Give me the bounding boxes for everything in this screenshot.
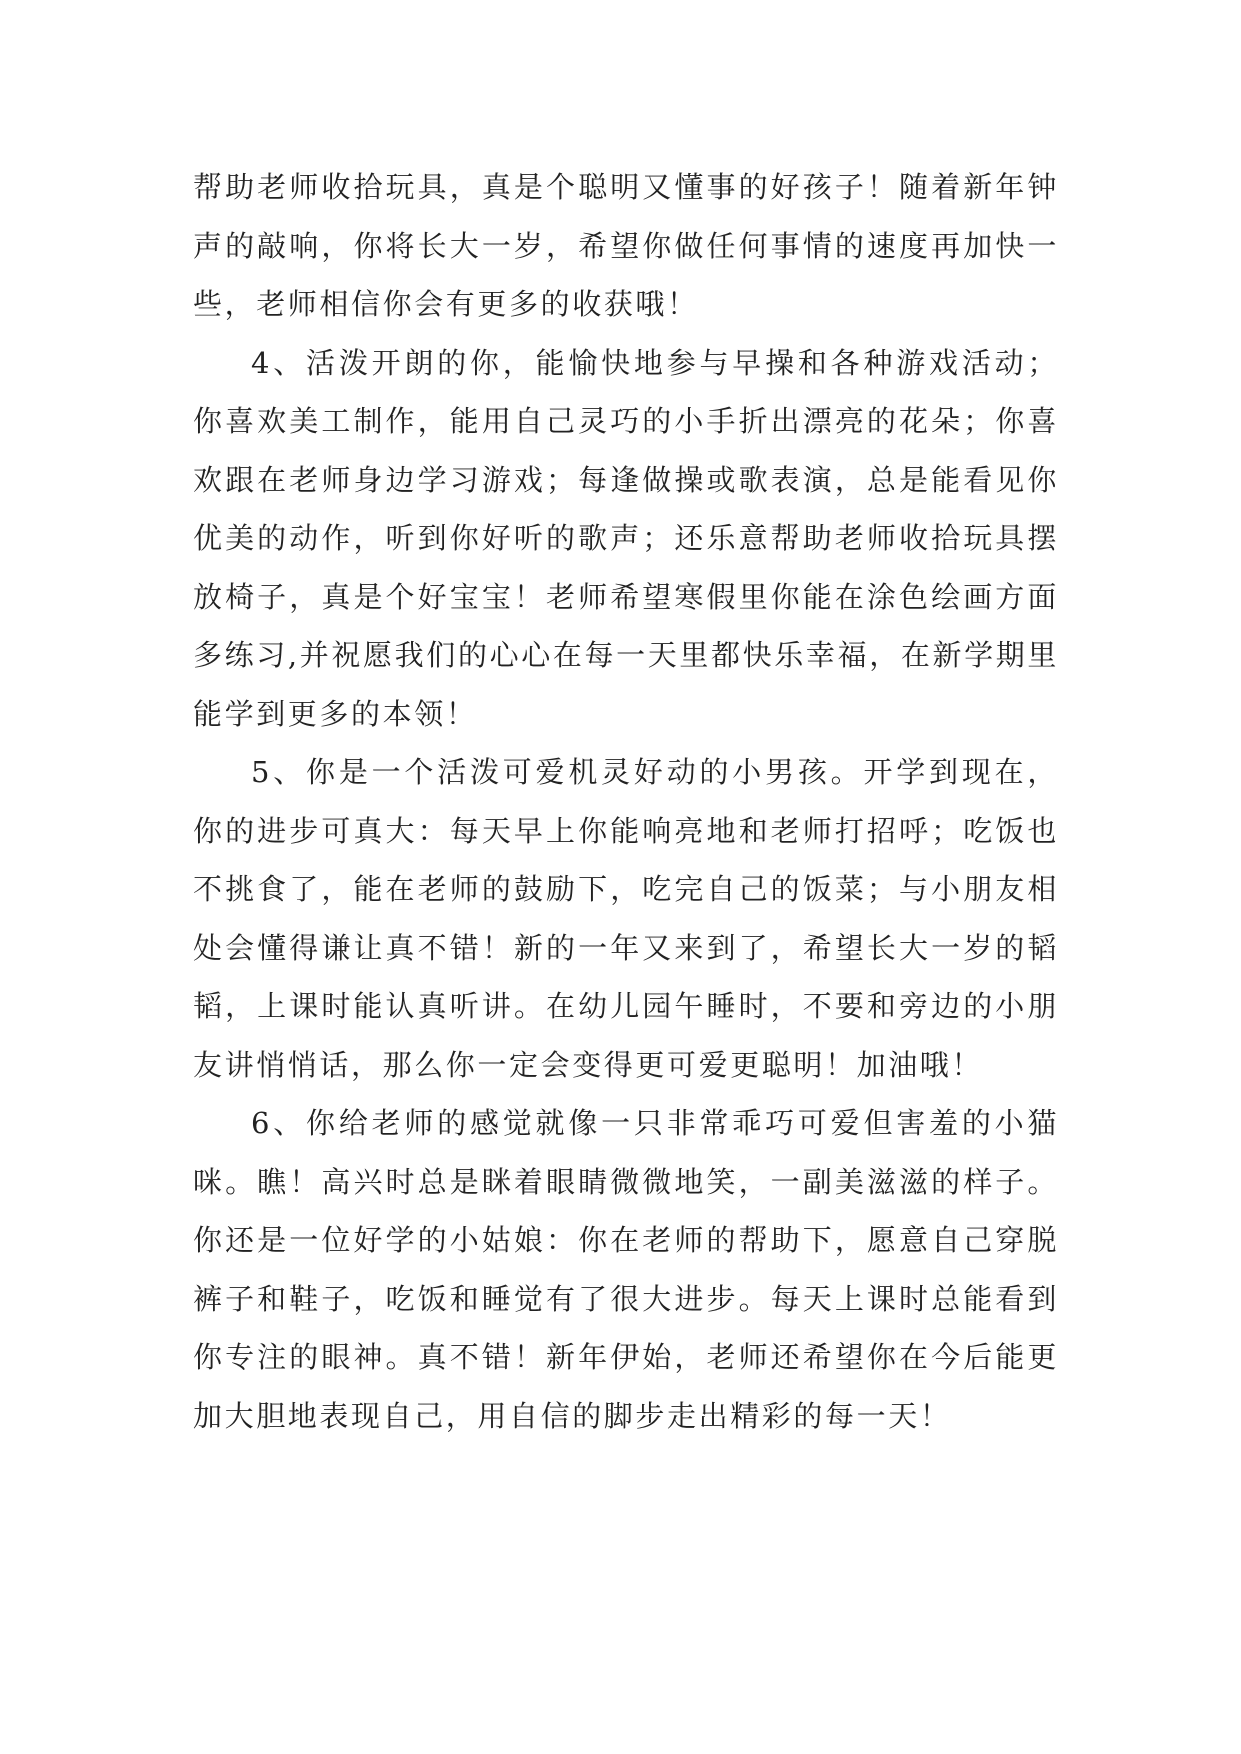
paragraph-continuation: 帮助老师收拾玩具，真是个聪明又懂事的好孩子！随着新年钟声的敲响，你将长大一岁，希望你做任何事情的速度再加快一些，老师相信你会有更多的收获哦！ (193, 170, 1059, 321)
document-body (193, 158, 1059, 1445)
paragraph-item-6: 6、你给老师的感觉就像一只非常乖巧可爱但害羞的小猫咪。瞧！高兴时总是眯着眼睛微微地笑，一副美滋滋的样子。你还是一位好学的小姑娘：你在老师的帮助下，愿意自己穿脱裤子和鞋子，吃饭和睡觉有了很大进步。每天上课时总能看到你专注的眼神。真不错！新年伊始，老师还希望你在今后能更加大胆地表现自己，用自信的脚步走出精彩的每一天！ (193, 1106, 1059, 1433)
paragraph-item-5: 5、你是一个活泼可爱机灵好动的小男孩。开学到现在，你的进步可真大：每天早上你能响亮地和老师打招呼；吃饭也不挑食了，能在老师的鼓励下，吃完自己的饭菜；与小朋友相处会懂得谦让真不错！新的一年又来到了，希望长大一岁的韬韬，上课时能认真听讲。在幼儿园午睡时，不要和旁边的小朋友讲悄悄话，那么你一定会变得更可爱更聪明！加油哦！ (193, 755, 1059, 1082)
paragraph-item-4: 4、活泼开朗的你，能愉快地参与早操和各种游戏活动；你喜欢美工制作，能用自己灵巧的小手折出漂亮的花朵；你喜欢跟在老师身边学习游戏；每逢做操或歌表演，总是能看见你优美的动作，听到你好听的歌声；还乐意帮助老师收拾玩具摆放椅子，真是个好宝宝！老师希望寒假里你能在涂色绘画方面多练习,并祝愿我们的心心在每一天里都快乐幸福，在新学期里能学到更多的本领！ (193, 345, 1059, 731)
